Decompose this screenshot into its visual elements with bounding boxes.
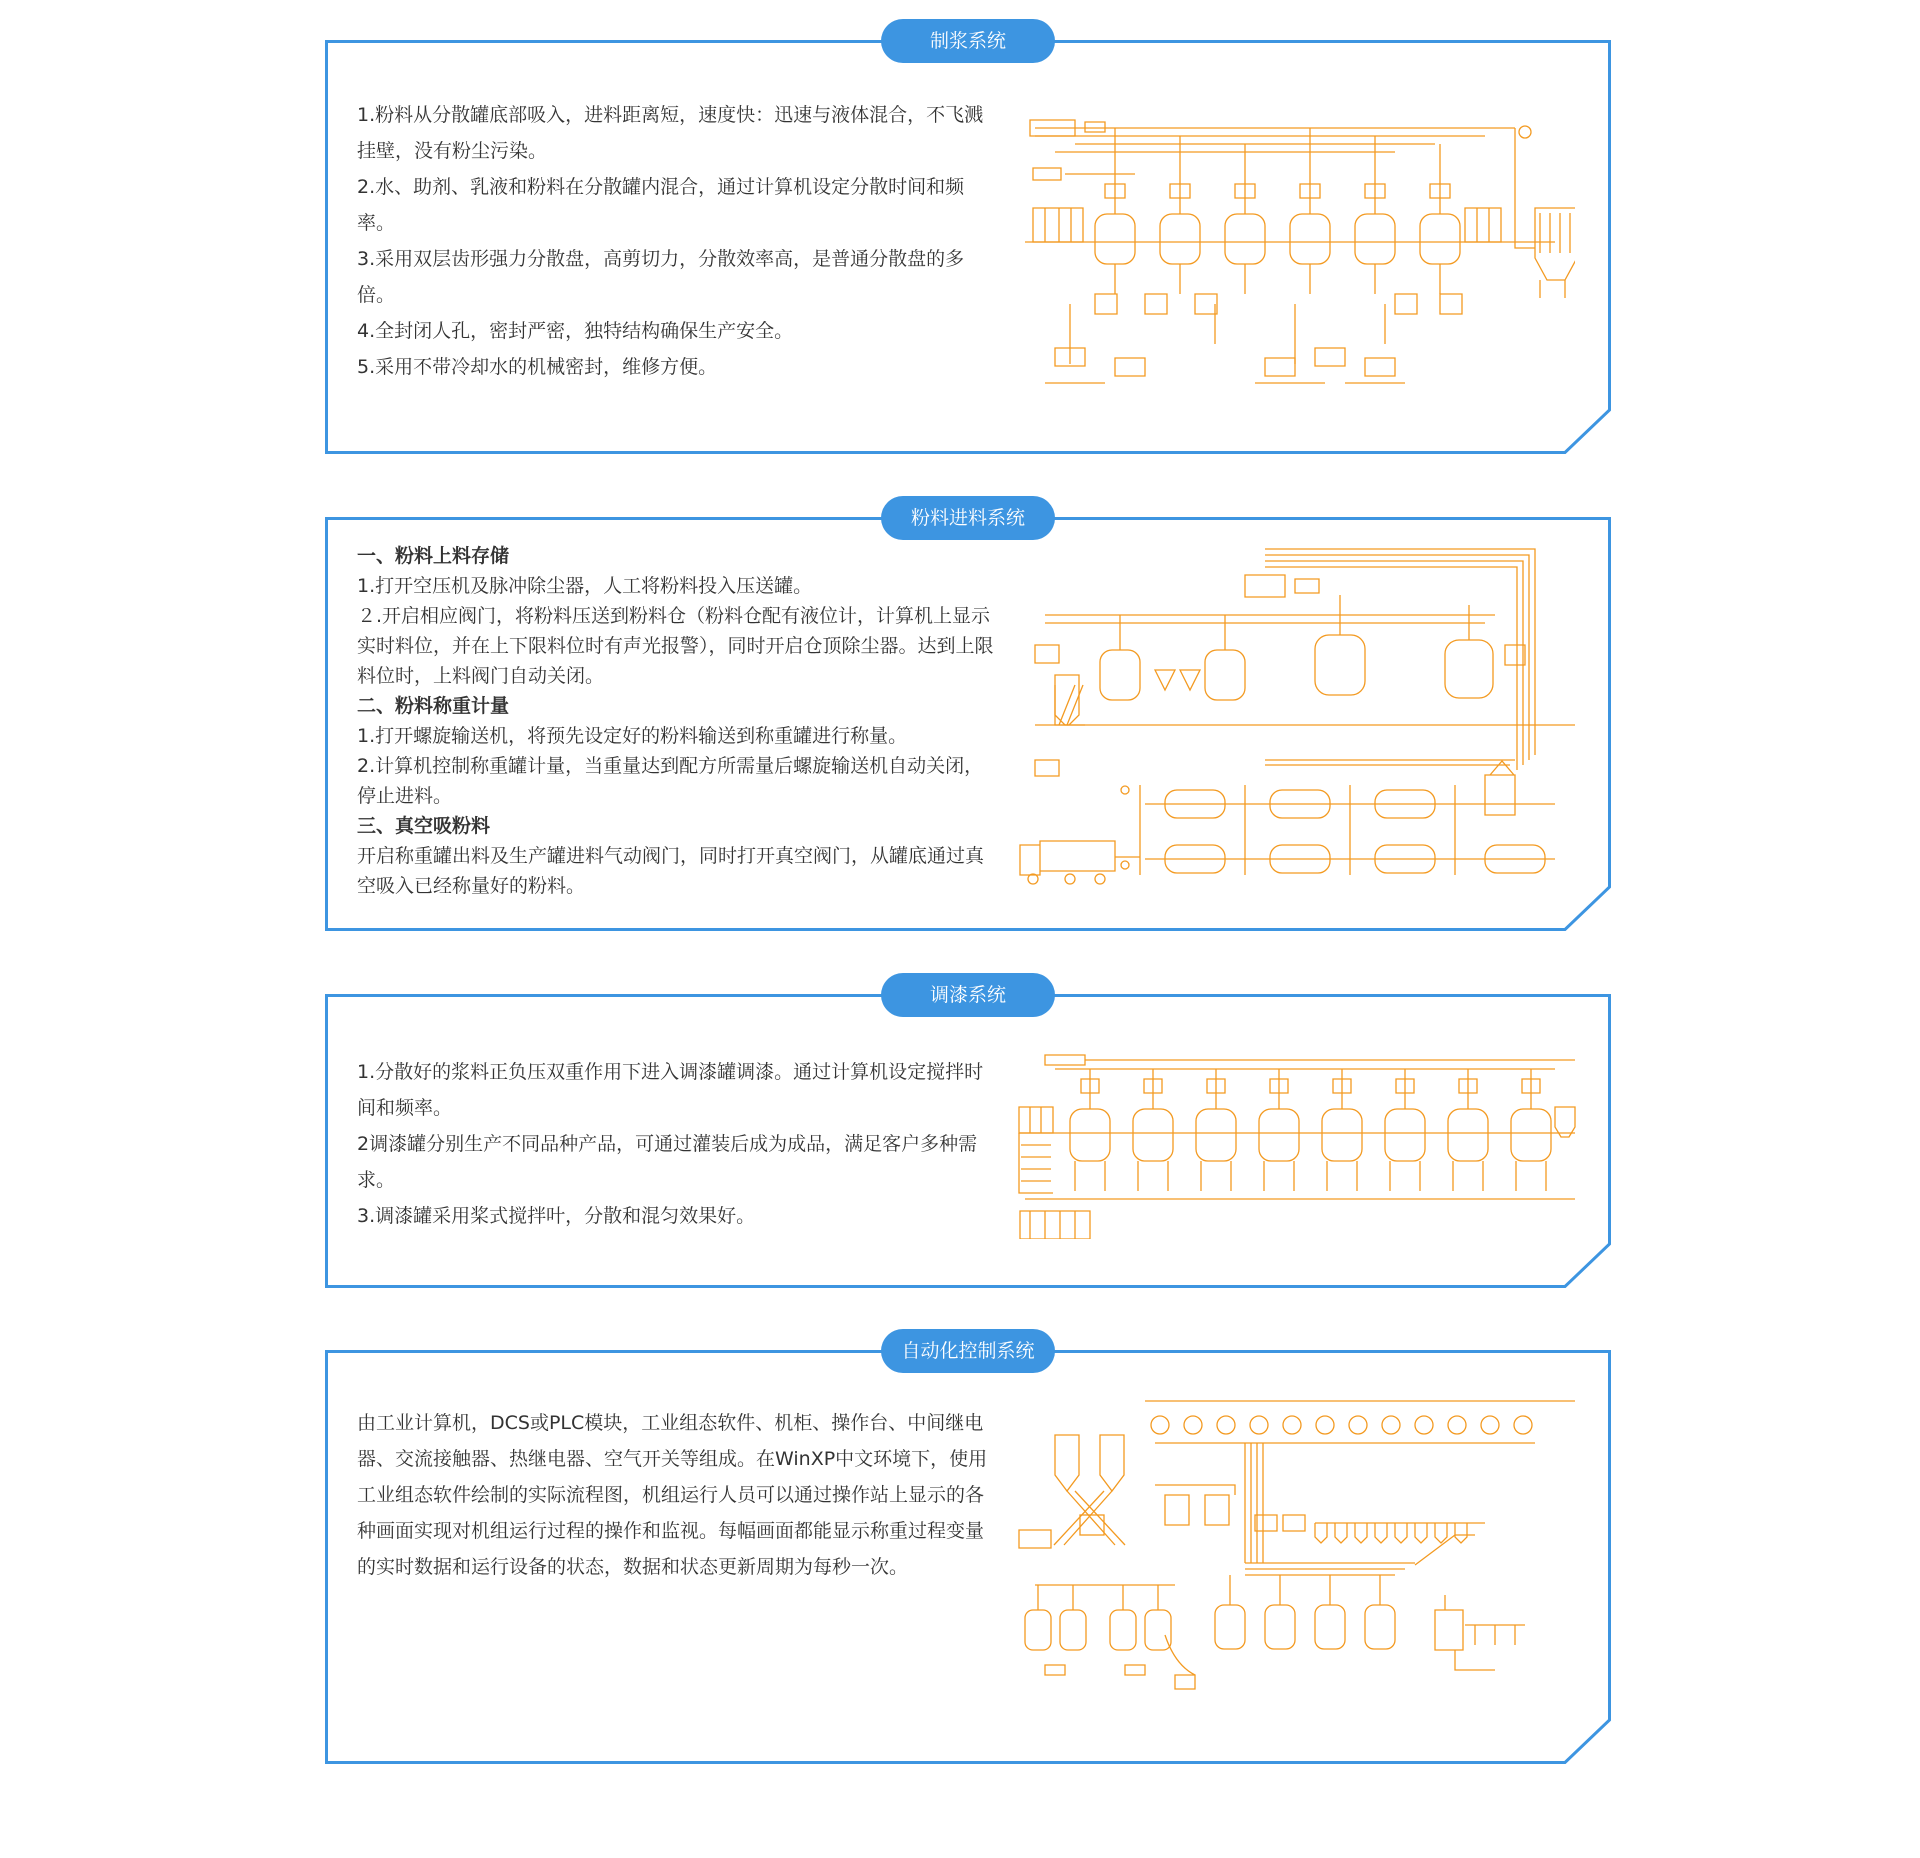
automation-control-diagram-icon (1015, 1395, 1585, 1715)
paragraph: 1.打开空压机及脉冲除尘器，人工将粉料投入压送罐。 (357, 575, 813, 597)
section-title: 自动化控制系统 (881, 1329, 1055, 1373)
section-title: 制浆系统 (881, 19, 1055, 63)
section-text (357, 1054, 997, 1234)
paragraph: 1.分散好的浆料正负压双重作用下进入调漆罐调漆。通过计算机设定搅拌时间和频率。 (357, 1061, 984, 1119)
paragraph: 1.粉料从分散罐底部吸入，进料距离短，速度快：迅速与液体混合，不飞溅挂壁，没有粉尘污染。 (357, 104, 984, 162)
pulping-flow-diagram-icon (1015, 118, 1575, 398)
section-title: 调漆系统 (881, 973, 1055, 1017)
paragraph: ２.开启相应阀门，将粉料压送到粉料仓（粉料仓配有液位计，计算机上显示实时料位，并在上下限料位时有声光报警），同时开启仓顶除尘器。达到上限料位时，上料阀门自动关闭。 (357, 605, 994, 687)
powder-feeding-diagram-icon (1015, 545, 1585, 895)
section-text (357, 541, 997, 901)
paragraph: 5.采用不带冷却水的机械密封，维修方便。 (357, 356, 718, 378)
subsection-heading: 一、粉料上料存储 (357, 545, 510, 567)
paragraph: 2.水、助剂、乳液和粉料在分散罐内混合，通过计算机设定分散时间和频率。 (357, 176, 965, 234)
section-text (357, 97, 997, 385)
paragraph: 开启称重罐出料及生产罐进料气动阀门，同时打开真空阀门，从罐底通过真空吸入已经称量好的粉料。 (357, 845, 985, 897)
section-pulping (325, 30, 1611, 454)
paragraph: 4.全封闭人孔，密封严密，独特结构确保生产安全。 (357, 320, 794, 342)
paragraph: 3.调漆罐采用桨式搅拌叶，分散和混匀效果好。 (357, 1205, 756, 1227)
paragraph: 由工业计算机，DCS或PLC模块，工业组态软件、机柜、操作台、中间继电器、交流接触器、热继电器、空气开关等组成。在WinXP中文环境下，使用工业组态软件绘制的实际流程图，机组运行人员可以通过操作站上显示的各种画面实现对机组运行过程的操作和监视。每幅画面都能显示称重过程变量的实时数据和运行设备的状态，数据和状态更新周期为每秒一次。 (357, 1412, 988, 1578)
section-automation (325, 1340, 1611, 1764)
paragraph: 2.计算机控制称重罐计量，当重量达到配方所需量后螺旋输送机自动关闭，停止进料。 (357, 755, 984, 807)
section-powder-feeding (325, 507, 1611, 931)
subsection-heading: 二、粉料称重计量 (357, 695, 510, 717)
section-title: 粉料进料系统 (881, 496, 1055, 540)
section-paint-mixing (325, 984, 1611, 1288)
section-text (357, 1405, 997, 1585)
paragraph: 2调漆罐分别生产不同品种产品，可通过灌装后成为成品，满足客户多种需求。 (357, 1133, 978, 1191)
paint-mixing-diagram-icon (1015, 1049, 1580, 1239)
paragraph: 3.采用双层齿形强力分散盘，高剪切力，分散效率高，是普通分散盘的多倍。 (357, 248, 965, 306)
subsection-heading: 三、真空吸粉料 (357, 815, 491, 837)
paragraph: 1.打开螺旋输送机，将预先设定好的粉料输送到称重罐进行称量。 (357, 725, 908, 747)
